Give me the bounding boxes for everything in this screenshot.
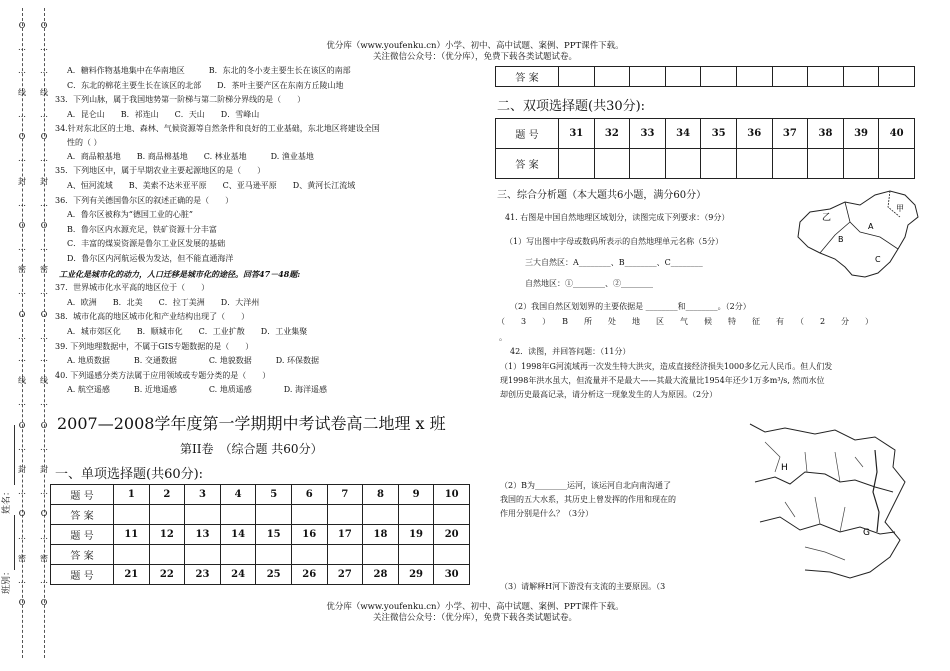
- river-h: [755, 472, 893, 492]
- answer-cell[interactable]: [843, 149, 879, 179]
- river-g: [760, 517, 895, 534]
- answer-cell[interactable]: [630, 67, 666, 87]
- number-cell: 10: [434, 485, 470, 505]
- q42-part3: （3）请解释H河下游没有支流的主要原因。（3: [500, 582, 666, 591]
- number-cell: 4: [220, 485, 256, 505]
- number-cell: 12: [149, 525, 185, 545]
- number-cell: 11: [114, 525, 150, 545]
- number-cell: 38: [808, 119, 844, 149]
- section2-title: 二、双项选择题(共30分):: [497, 99, 646, 114]
- table-row: [51, 485, 470, 505]
- table-row: [51, 565, 470, 585]
- binding-mark: O: [18, 220, 26, 230]
- answer-cell[interactable]: [594, 149, 630, 179]
- binding-mark: 密: [40, 553, 48, 563]
- name-label: 姓名：: [2, 486, 13, 515]
- answer-cell[interactable]: [114, 545, 150, 565]
- answer-cell[interactable]: [220, 545, 256, 565]
- number-cell: 26: [291, 565, 327, 585]
- question-line: A．城市郊区化 B．顺城市化 C．工业扩散 D．工业集聚: [67, 326, 308, 336]
- row-header-cell: 答 案: [496, 67, 559, 87]
- binding-mark: …: [18, 575, 26, 585]
- region-boundary-2: [820, 222, 850, 253]
- footer-line-2: 关注微信公众号：（优分库），免费下载各类试题试卷。: [372, 613, 577, 623]
- number-cell: 6: [291, 485, 327, 505]
- binding-mark: …: [18, 109, 26, 119]
- binding-mark: …: [40, 331, 48, 341]
- binding-mark: …: [18, 287, 26, 297]
- binding-mark: 封: [40, 464, 48, 474]
- question-line: A．昆仑山 B．祁连山 C．天山 D．雪峰山: [67, 109, 260, 119]
- answer-cell[interactable]: [808, 67, 844, 87]
- binding-mark: 封: [18, 176, 26, 186]
- number-cell: 3: [185, 485, 221, 505]
- answer-cell[interactable]: [149, 545, 185, 565]
- number-cell: 19: [398, 525, 434, 545]
- exam-title: 2007—2008学年度第一学期期中考试卷高二地理 x 班: [57, 414, 446, 433]
- binding-mark: 线: [18, 87, 26, 97]
- number-cell: 9: [398, 485, 434, 505]
- binding-mark: …: [40, 198, 48, 208]
- number-cell: 1: [114, 485, 150, 505]
- left-question-list: [55, 66, 480, 400]
- footer-line-1: 优分库（www.youfenku.cn）小学、初中、高中试题、案例、PPT课件下载。: [326, 602, 624, 612]
- question-line: A．欧洲 B．北美 C．拉丁美洲 D．大洋州: [67, 297, 260, 307]
- section1-title: 一、单项选择题(共60分):: [55, 467, 204, 482]
- binding-mark: …: [18, 354, 26, 363]
- binding-mark: O: [40, 220, 48, 230]
- binding-mark: O: [40, 21, 48, 31]
- question-line: 34.针对东北区的土地、森林、气候资源等自然条件和良好的工业基础，东北地区将建设全国: [55, 124, 380, 134]
- answer-cell[interactable]: [701, 149, 737, 179]
- q42-part1-l2: 现1998年洪水虽大，但流量并不是最大——其最大流量比1954年还少1万多m³/s, 然而水位: [500, 376, 825, 385]
- q41-part1: （1）写出图中字母或数码所表示的自然地理单元名称（5分）: [505, 237, 724, 246]
- question-line: 35．下列地区中，属于早期农业主要起源地区的是（ ）: [55, 166, 266, 176]
- class-field[interactable]: [14, 515, 15, 570]
- question-line: 39. 下列地理数据中，不属于GIS专题数据的是（ ）: [55, 341, 254, 351]
- binding-mark: …: [18, 43, 26, 53]
- binding-mark: …: [18, 65, 26, 75]
- binding-mark: O: [18, 21, 26, 31]
- answer-cell[interactable]: [559, 149, 595, 179]
- question-line: 性的（ ）: [67, 138, 102, 148]
- binding-mark: 封: [40, 176, 48, 186]
- answer-table-continued: [495, 66, 915, 87]
- number-cell: 23: [185, 565, 221, 585]
- binding-mark: 线: [40, 376, 48, 386]
- number-cell: 35: [701, 119, 737, 149]
- number-cell: 37: [772, 119, 808, 149]
- answer-cell[interactable]: [434, 545, 470, 565]
- answer-cell[interactable]: [398, 545, 434, 565]
- canal-b: [873, 450, 879, 532]
- answer-cell[interactable]: [149, 505, 185, 525]
- china-natural-regions-map: [790, 187, 925, 282]
- answer-cell[interactable]: [736, 67, 772, 87]
- single-choice-answer-table: [50, 484, 470, 585]
- table-row: [496, 67, 915, 87]
- answer-cell[interactable]: [665, 67, 701, 87]
- question-line: A. 航空遥感 B. 近地遥感 C. 地质遥感 D. 海洋遥感: [67, 385, 327, 395]
- answer-cell[interactable]: [327, 545, 363, 565]
- question-line: A．鲁尔区被称为“德国工业的心脏”: [67, 210, 193, 220]
- map1-label-jia: 甲: [896, 204, 904, 213]
- q42-part2-l2: 我国的五大水系，其历史上曾发挥的作用和现在的: [500, 495, 676, 504]
- question-line: B．鲁尔区内水源充足，铁矿资源十分丰富: [67, 224, 217, 234]
- number-cell: 16: [291, 525, 327, 545]
- binding-mark: …: [40, 154, 48, 164]
- double-choice-answer-table: [495, 118, 915, 179]
- binding-mark: …: [40, 442, 48, 452]
- answer-cell[interactable]: [114, 505, 150, 525]
- q41-part3-end: 。: [499, 333, 507, 342]
- name-field[interactable]: [14, 425, 15, 485]
- answer-cell[interactable]: [665, 149, 701, 179]
- number-cell: 36: [736, 119, 772, 149]
- binding-mark: …: [40, 354, 48, 363]
- binding-mark: …: [18, 487, 26, 497]
- binding-mark: O: [40, 598, 48, 608]
- number-cell: 15: [256, 525, 292, 545]
- number-cell: 2: [149, 485, 185, 505]
- binding-mark: …: [18, 531, 26, 541]
- binding-mark: …: [18, 331, 26, 341]
- binding-mark: …: [18, 442, 26, 452]
- tributaries: [785, 452, 845, 532]
- number-cell: 13: [185, 525, 221, 545]
- binding-mark: 密: [18, 553, 26, 563]
- binding-mark: …: [40, 531, 48, 541]
- answer-cell[interactable]: [220, 505, 256, 525]
- binding-mark: …: [18, 154, 26, 164]
- binding-mark: 线: [40, 87, 48, 97]
- table-row: [51, 525, 470, 545]
- binding-mark: …: [18, 398, 26, 408]
- number-cell: 7: [327, 485, 363, 505]
- binding-mark: …: [40, 43, 48, 53]
- row-header-cell: 答 案: [51, 505, 114, 525]
- number-cell: 20: [434, 525, 470, 545]
- row-header-cell: 题 号: [51, 485, 114, 505]
- binding-mark: …: [40, 487, 48, 497]
- answer-cell[interactable]: [363, 505, 399, 525]
- answer-cell[interactable]: [256, 545, 292, 565]
- q42-part1-l1: （1）1998年G河流域再一次发生特大洪灾，造成直接经济损失1000多亿元人民币。但人们发: [500, 362, 833, 371]
- number-cell: 27: [327, 565, 363, 585]
- section3-title: 三、综合分析题（本大题共6小题，满分60分）: [497, 190, 707, 201]
- answer-cell[interactable]: [291, 505, 327, 525]
- binding-mark: O: [40, 309, 48, 319]
- map2-label-h: H: [781, 463, 788, 473]
- coastline: [750, 424, 905, 578]
- answer-cell[interactable]: [256, 505, 292, 525]
- answer-cell[interactable]: [594, 67, 630, 87]
- number-cell: 28: [363, 565, 399, 585]
- map2-label-g: G: [863, 528, 870, 538]
- answer-cell[interactable]: [772, 67, 808, 87]
- answer-cell[interactable]: [843, 67, 879, 87]
- q42-part2-l1: （2）B为________运河，该运河自北向南沟通了: [500, 481, 671, 490]
- number-cell: 39: [843, 119, 879, 149]
- row-header-cell: 题 号: [51, 525, 114, 545]
- answer-cell[interactable]: [327, 505, 363, 525]
- number-cell: 21: [114, 565, 150, 585]
- answer-cell[interactable]: [879, 67, 915, 87]
- map1-label-c: C: [875, 255, 881, 264]
- answer-cell[interactable]: [559, 67, 595, 87]
- number-cell: 31: [559, 119, 595, 149]
- answer-cell[interactable]: [185, 505, 221, 525]
- number-cell: 5: [256, 485, 292, 505]
- q41-part3: （ 3 ） B 所 处 地 区 气 候 特 征 有 （ 2 分 ）: [497, 317, 874, 326]
- number-cell: 30: [434, 565, 470, 585]
- number-cell: 24: [220, 565, 256, 585]
- binding-mark: O: [18, 509, 26, 519]
- q42-intro: 42．读图，并回答问题：（11分）: [510, 347, 631, 356]
- part2-title: 第II卷 （综合题 共60分）: [180, 442, 323, 456]
- number-cell: 29: [398, 565, 434, 585]
- binding-mark: O: [18, 420, 26, 430]
- question-line: 37．世界城市化水平高的地区位于（ ）: [55, 283, 210, 293]
- answer-cell[interactable]: [398, 505, 434, 525]
- question-line: A．糖料作物基地集中在华南地区 B．东北的冬小麦主要生长在该区的南部: [67, 66, 351, 75]
- answer-cell[interactable]: [808, 149, 844, 179]
- binding-mark: …: [40, 287, 48, 297]
- map1-label-b: B: [838, 235, 844, 244]
- row-header-cell: 题 号: [51, 565, 114, 585]
- question-line: A．商品粮基地 B. 商品棉基地 C. 林业基地 D. 渔业基地: [67, 152, 314, 162]
- number-cell: 32: [594, 119, 630, 149]
- small-rivers: [765, 442, 863, 560]
- row-header-cell: 题 号: [496, 119, 559, 149]
- binding-mark: 密: [40, 265, 48, 275]
- q42-part1-l3: 却创历史最高记录，请分析这一现象发生的人为原因。（2分）: [500, 390, 718, 399]
- row-header-cell: 答 案: [496, 149, 559, 179]
- q42-part2-l3: 作用分别是什么？（3分）: [500, 509, 594, 518]
- binding-mark: O: [40, 420, 48, 430]
- question-line: 40. 下列遥感分类方法属于应用领域或专题分类的是（ ）: [55, 370, 271, 380]
- answer-cell[interactable]: [291, 545, 327, 565]
- question-line: 36．下列有关德国鲁尔区的叙述正确的是（ ）: [55, 195, 234, 205]
- number-cell: 25: [256, 565, 292, 585]
- binding-mark: …: [40, 575, 48, 585]
- answer-cell[interactable]: [363, 545, 399, 565]
- binding-mark: …: [40, 398, 48, 408]
- number-cell: 22: [149, 565, 185, 585]
- number-cell: 8: [363, 485, 399, 505]
- number-cell: 18: [363, 525, 399, 545]
- table-row: [51, 545, 470, 565]
- map1-label-a: A: [868, 222, 874, 231]
- binding-mark: O: [18, 598, 26, 608]
- number-cell: 33: [630, 119, 666, 149]
- binding-mark: 密: [18, 265, 26, 275]
- number-cell: 14: [220, 525, 256, 545]
- question-line: C．丰富的煤炭资源是鲁尔工业区发展的基础: [67, 239, 226, 249]
- number-cell: 40: [879, 119, 915, 149]
- header-line-2: 关注微信公众号：（优分库），免费下载各类试题试卷。: [372, 52, 577, 62]
- answer-cell[interactable]: [879, 149, 915, 179]
- number-cell: 17: [327, 525, 363, 545]
- row-header-cell: 答 案: [51, 545, 114, 565]
- binding-mark: O: [18, 132, 26, 142]
- binding-mark: 封: [18, 464, 26, 474]
- answer-cell[interactable]: [772, 149, 808, 179]
- question-line: C．东北的棉花主要生长在该区的北部 D．茶叶主要产区在东南方丘陵山地: [67, 80, 344, 90]
- question-line: A、恒河流域 B、美索不达米亚平原 C、亚马逊平原 D、黄河长江流域: [67, 180, 356, 190]
- page-footer: [250, 602, 700, 624]
- china-rivers-map: [745, 422, 930, 582]
- q41-subregions: 自然地区：①________、②________: [525, 279, 653, 288]
- question-line: D．鲁尔区内河航运极为发达，但不能直通海洋: [67, 253, 234, 263]
- question-line: 38．城市化高的地区城市化和产业结构出现了（ ）: [55, 312, 250, 322]
- table-row: [51, 505, 470, 525]
- q41-part2: （2）我国自然区划划界的主要依据是 ________和________。（2分）: [510, 302, 751, 311]
- binding-column-1: [17, 8, 29, 607]
- q41-regions: 三大自然区：A________、B________、C________: [525, 258, 703, 267]
- q41-intro: 41. 右图是中国自然地理区域划分，读图完成下列要求：（9分）: [505, 213, 730, 222]
- binding-mark: …: [40, 109, 48, 119]
- question-line: A. 地质数据 B. 交通数据 C. 地貌数据 D. 环保数据: [67, 356, 319, 366]
- answer-cell[interactable]: [185, 545, 221, 565]
- answer-cell[interactable]: [701, 67, 737, 87]
- answer-cell[interactable]: [736, 149, 772, 179]
- question-line: 33．下列山脉，属于我国地势第一阶梯与第二阶梯分界线的是（ ）: [55, 95, 306, 105]
- header-line-1: 优分库（www.youfenku.cn）小学、初中、高中试题、案例、PPT课件下载。: [326, 41, 624, 51]
- page-header: [250, 41, 700, 63]
- binding-mark: …: [18, 243, 26, 253]
- answer-cell[interactable]: [434, 505, 470, 525]
- binding-mark: …: [40, 243, 48, 253]
- binding-mark: O: [40, 132, 48, 142]
- table-row: [496, 119, 915, 149]
- binding-mark: …: [18, 198, 26, 208]
- binding-mark: O: [40, 509, 48, 519]
- class-label: 班别：: [2, 566, 13, 595]
- binding-mark: O: [18, 309, 26, 319]
- answer-cell[interactable]: [630, 149, 666, 179]
- binding-mark: 线: [18, 376, 26, 386]
- binding-mark: …: [40, 65, 48, 75]
- question-line: 工业化是城市化的动力，人口迁移是城市化的途径。回答47－48题:: [59, 268, 301, 279]
- map1-label-yi: 乙: [822, 213, 832, 223]
- number-cell: 34: [665, 119, 701, 149]
- table-row: [496, 149, 915, 179]
